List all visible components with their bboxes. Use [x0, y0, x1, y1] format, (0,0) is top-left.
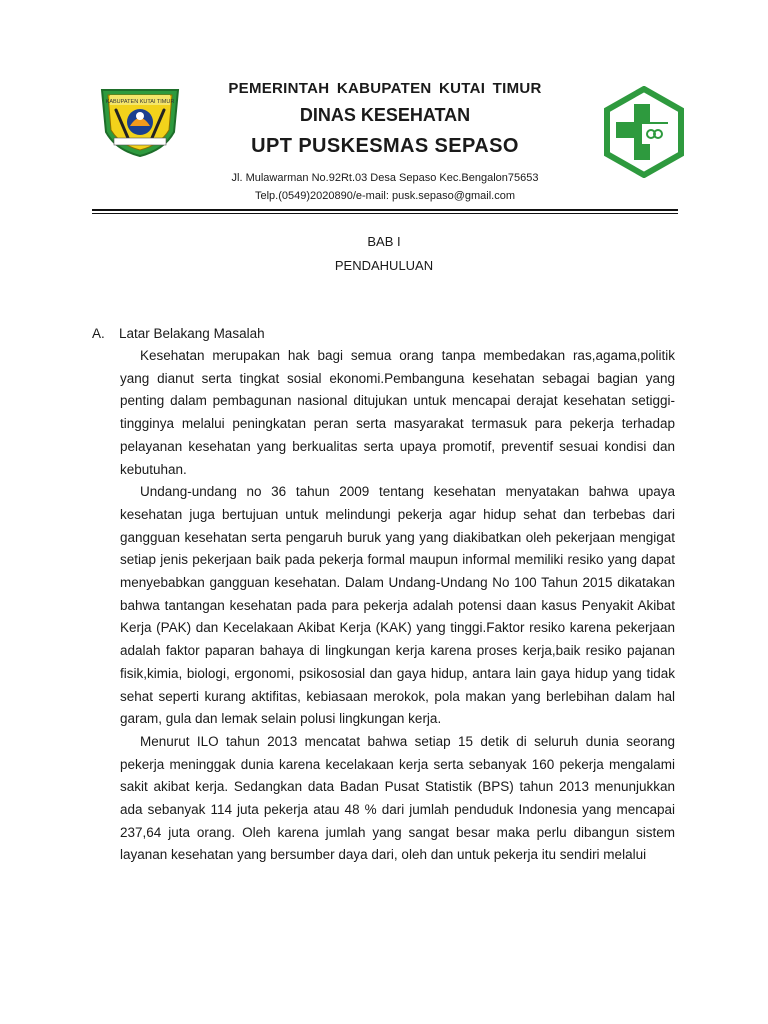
government-title: PEMERINTAH KABUPATEN KUTAI TIMUR	[228, 80, 542, 97]
institution-title: UPT PUSKESMAS SEPASO	[251, 135, 519, 157]
chapter-heading	[0, 234, 768, 273]
contact-line: Telp.(0549)2020890/e-mail: pusk.sepaso@gmail.com	[254, 190, 516, 202]
emblem-text: KABUPATEN KUTAI TIMUR	[105, 99, 175, 105]
section-marker: A.	[92, 326, 105, 341]
letterhead-divider-thin	[92, 213, 678, 214]
section-title: Latar Belakang Masalah	[119, 326, 265, 341]
kutai-timur-emblem-icon	[92, 80, 188, 160]
section-heading	[92, 326, 265, 341]
body-text	[120, 345, 675, 867]
chapter-title: PENDAHULUAN	[334, 258, 434, 273]
paragraph: Menurut ILO tahun 2013 mencatat bahwa setiap 15 detik di seluruh dunia seorang pekerja meninggak dunia karena kecelakaan kerja serta sebanyak 160 pekerja mengalami sakit akibat kerja. Sedangkan data Badan Pusat Statistik (BPS) tahun 2013 menunjukkan ada sebanyak 114 juta pekerja atau 48 % dari jumlah penduduk Indonesia yang mencapai 237,64 juta orang. Oleh karena jumlah yang sangat besar maka perlu dibangun sistem layanan kesehatan yang bersumber daya dari, oleh dan untuk pekerja itu sendiri melalui	[120, 733, 675, 863]
department-title: DINAS KESEHATAN	[299, 105, 471, 125]
address-line: Jl. Mulawarman No.92Rt.03 Desa Sepaso Kec.Bengalon75653	[231, 172, 539, 184]
puskesmas-logo-icon	[598, 86, 690, 178]
chapter-number: BAB I	[367, 234, 401, 249]
letterhead	[190, 78, 580, 202]
paragraph: Undang-undang no 36 tahun 2009 tentang kesehatan menyatakan bahwa upaya kesehatan juga bertujuan untuk melindungi pekerja agar hidup sehat dan terbebas dari gangguan kesehatan serta pengaruh buruk yang yang diakibatkan oleh pekerjaan mengigat setiap jenis pekerjaan baik pada pekerja formal maupun informal memiliki resiko yang dapat menyebabkan gangguan kesehatan. Dalam Undang-Undang No 100 Tahun 2015 dikatakan bahwa tantangan kesehatan pada para pekerja adalah potensi daan kasus Penyakit Akibat Kerja (PAK) dan Kecelakaan Akibat Kerja (KAK) yang tinggi.Faktor resiko karena pekerjaan adalah faktor paparan bahaya di lingkungan kerja karena proses kerja,baik resiko pajanan fisik,kimia, biologi, ergonomi, psikososial dan gaya hidup, antara lain gaya hidup yang tidak sehat seperti kurang aktifitas, kebiasaan merokok, pola makan yang berlebihan dalam hal garam, gula dan lemak selain polusi lingkungan kerja.	[120, 484, 675, 727]
paragraph: Kesehatan merupakan hak bagi semua orang tanpa membedakan ras,agama,politik yang dianut serta tingkat sosial ekonomi.Pembanguna kesehatan sebagai bagian yang penting dalam pembagunan nasional ditujukan untuk mencapai derajat kesehatan setiggi-tingginya melalui peningkatan peran serta masyarakat termasuk para pekerja terhadap pelayanan kesehatan yang berkualitas serta upaya promotif, preventif sesuai kondisi dan kebutuhan.	[120, 348, 675, 477]
letterhead-divider-thick	[92, 209, 678, 211]
